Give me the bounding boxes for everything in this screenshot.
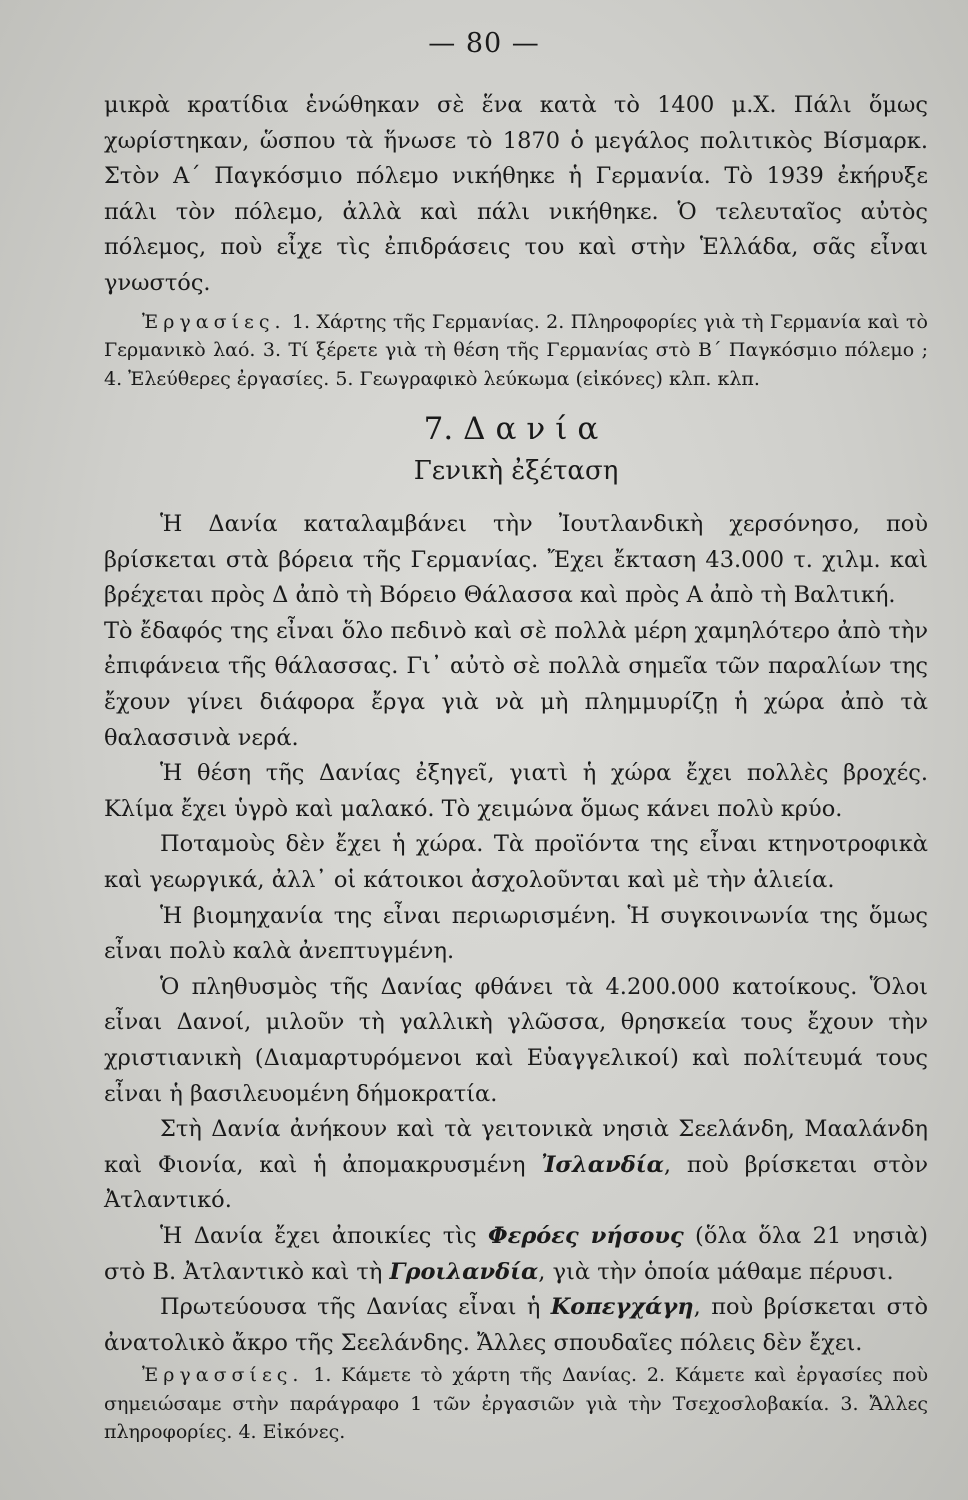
exercises-denmark-paragraph	[104, 1361, 928, 1447]
exercises-denmark	[104, 1361, 928, 1447]
paragraph: Ποταμοὺς δὲν ἔχει ἡ χώρα. Τὰ προϊόντα της εἶναι κτηνοτροφικὰ καὶ γεωργικά, ἀλλ᾿ οἱ κάτοικοι ἀσχολοῦνται καὶ μὲ τὴν ἁλιεία.	[104, 831, 928, 893]
intro-paragraph: μικρὰ κρατίδια ἑνώθηκαν σὲ ἕνα κατὰ τὸ 1400 μ.Χ. Πάλι ὅμως χωρίστηκαν, ὥσπου τὰ ἥνωσε τὸ 1870 ὁ μεγάλος πολιτικὸς Βίσμαρκ. Στὸν Α΄ Παγκόσμιο πόλεμο νικήθηκε ἡ Γερμανία. Τὸ 1939 ἐκήρυξε πάλι τὸν πόλεμο, ἀλλὰ καὶ πάλι νικήθηκε. Ὁ τελευταῖος αὐτὸς πόλεμος, ποὺ εἶχε τὶς ἐπιδράσεις του καὶ στὴν Ἑλλάδα, σᾶς εἶναι γνωστός.	[104, 92, 928, 296]
paragraph	[104, 1290, 928, 1361]
exercises-text: 1. Χάρτης τῆς Γερμανίας. 2. Πληροφορίες γιὰ τὴ Γερμανία καὶ τὸ Γερμανικὸ λαό. 3. Τί ξέρετε γιὰ τὴ θέση τῆς Γερμανίας στὸ Β΄ Παγκόσμιο πόλεμο ; 4. Ἐλεύθερες ἐργασίες. 5. Γεωγραφικὸ λεύκωμα (εἰκόνες) κλπ. κλπ.	[104, 310, 928, 390]
copenhagen-term: Κοπεγχάγη	[550, 1294, 694, 1321]
page-number: — 80 —	[428, 28, 540, 59]
paragraph: Τὸ ἔδαφός της εἶναι ὅλο πεδινὸ καὶ σὲ πολλὰ μέρη χαμηλότερο ἀπὸ τὴν ἐπιφάνεια τῆς θάλασσας. Γι᾿ αὐτὸ σὲ πολλὰ σημεῖα τῶν παραλίων της ἔχουν γίνει διάφορα ἔργα γιὰ νὰ μὴ πλημμυρίζῃ ἡ χώρα ἀπὸ τὰ θαλασσινὰ νερά.	[104, 617, 928, 751]
greenland-term: Γροιλανδία	[389, 1258, 539, 1285]
faroe-term: Φερόες νήσους	[488, 1222, 684, 1249]
paragraph: Ἡ Δανία καταλαμβάνει τὴν Ἰουτλανδικὴ χερσόνησο, ποὺ βρίσκεται στὰ βόρεια τῆς Γερμανίας. Ἔχει ἔκταση 43.000 τ. χιλμ. καὶ βρέχεται πρὸς Δ ἀπὸ τὴ Βόρειο Θάλασσα καὶ πρὸς Α ἀπὸ τὴ Βαλτική.	[104, 511, 928, 609]
exercises-germany	[104, 308, 928, 394]
paragraph	[104, 1112, 928, 1219]
page-body	[104, 88, 928, 1447]
section-subtitle: Γενικὴ ἐξέταση	[413, 456, 619, 487]
paragraph: Ἡ βιομηχανία της εἶναι περιωρισμένη. Ἡ συγκοινωνία της ὅμως εἶναι πολὺ καλὰ ἀνεπτυγμένη.	[104, 902, 928, 965]
section-heading	[104, 407, 928, 451]
paragraph-text: Ἡ Δανία ἔχει ἀποικίες τὶς	[160, 1222, 477, 1249]
exercises-label: Ἐργασσίες.	[142, 1364, 304, 1387]
section-number: 7.	[423, 411, 454, 448]
paragraph: Ὁ πληθυσμὸς τῆς Δανίας φθάνει τὰ 4.200.000 κατοίκους. Ὅλοι εἶναι Δανοί, μιλοῦν τὴ γαλλικὴ γλῶσσα, θρησκεία τους ἔχουν τὴν χριστιανικὴ (Διαμαρτυρόμενοι καὶ Εὐαγγελικοί) καὶ πολίτευμά τους εἶναι ἡ βασιλευομένη δήμοκρατία.	[104, 973, 928, 1107]
paragraph-text: , γιὰ τὴν ὁποία μάθαμε πέρυσι.	[538, 1258, 894, 1285]
exercises-text: 1. Κάμετε τὸ χάρτη τῆς Δανίας. 2. Κάμετε καὶ ἐργασίες ποὺ σημειώσαμε στὴν παράγραφο 1 τῶν ἐργασιῶν γιὰ τὴν Τσεχοσλοβακία. 3. Ἄλλες πληροφορίες. 4. Εἰκόνες.	[104, 1364, 928, 1444]
paragraph-text: , ποὺ βρίσκεται στὸν Ἀτλαντικό.	[104, 1151, 929, 1214]
paragraph	[104, 1219, 928, 1290]
exercises-label: Ἐργασίες.	[142, 310, 286, 333]
denmark-text	[104, 507, 928, 1361]
section-title: Δανία	[463, 411, 609, 448]
iceland-term: Ἰσλανδία	[541, 1151, 664, 1178]
paragraph-text: Πρωτεύουσα τῆς Δανίας εἶναι ἡ	[160, 1294, 541, 1321]
paragraph: Ἡ θέση τῆς Δανίας ἐξηγεῖ, γιατὶ ἡ χώρα ἔχει πολλὲς βροχές. Κλίμα ἔχει ὑγρὸ καὶ μαλακό. Τὸ χειμώνα ὅμως κάνει πολὺ κρύο.	[104, 760, 928, 822]
paragraph-text: Στὴ Δανία ἀνήκουν καὶ τὰ γειτονικὰ νησιὰ Σεελάνδη, Μααλάνδη καὶ Φιονία, καὶ ἡ ἀπομακρυσμένη	[104, 1116, 928, 1178]
exercises-germany-paragraph	[104, 308, 928, 394]
paragraph-text: (ὅλα ὅλα 21 νησιὰ) στὸ Β. Ἀτλαντικὸ καὶ τὴ	[104, 1222, 928, 1285]
intro-block	[104, 88, 928, 302]
paragraph-text: , ποὺ βρίσκεται στὸ ἀνατολικὸ ἄκρο τῆς Σεελάνδης. Ἄλλες σπουδαῖες πόλεις δὲν ἔχει.	[104, 1294, 928, 1356]
